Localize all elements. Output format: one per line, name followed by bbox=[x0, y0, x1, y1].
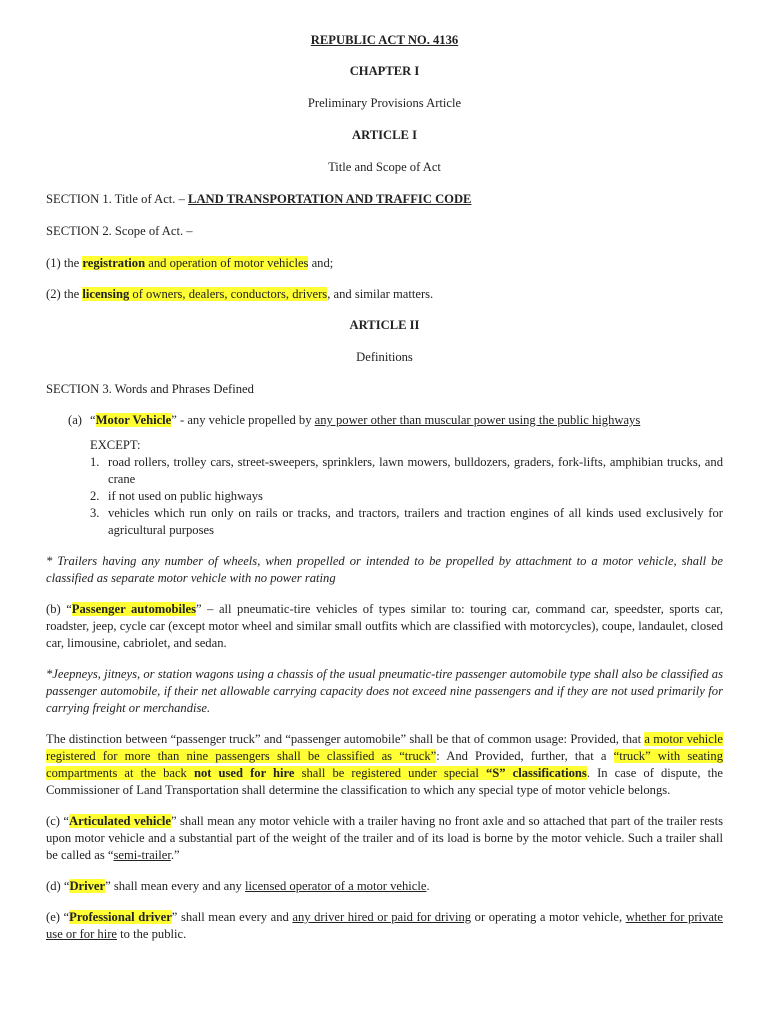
definition-c bbox=[46, 813, 723, 864]
definition-d-prefix: (d) “ bbox=[46, 879, 70, 893]
term-driver: Driver bbox=[69, 879, 106, 893]
scope-2-end: , and similar matters. bbox=[327, 287, 434, 301]
definition-e-underlined-2: whether for private use or for hire bbox=[46, 910, 724, 941]
distinction-highlight-2: “truck” with seating compartments at the back bbox=[46, 749, 723, 780]
distinction-highlight-1: a motor vehicle registered for more than nine passengers shall be classified as “truck” bbox=[46, 732, 723, 763]
term-motor-vehicle: Motor Vehicle bbox=[95, 413, 172, 427]
definition-d-text: ” shall mean every and any bbox=[105, 879, 245, 893]
scope-1-term: registration bbox=[82, 256, 146, 270]
except-list bbox=[46, 437, 723, 539]
definition-a-marker: (a) bbox=[68, 413, 82, 427]
scope-2-prefix: (2) the bbox=[46, 287, 83, 301]
distinction-highlight-3: shall be registered under special bbox=[294, 766, 486, 780]
definition-d-underlined: licensed operator of a motor vehicle bbox=[244, 879, 427, 893]
except-item-2 bbox=[90, 488, 723, 505]
definition-e-prefix: (e) “ bbox=[46, 910, 70, 924]
definition-a-underlined: any power other than muscular power using the public highways bbox=[314, 413, 641, 427]
definition-a bbox=[46, 412, 723, 429]
except-item-1-text: road rollers, trolley cars, street-sweepers, sprinklers, lawn mowers, bulldozers, graders, fork-lifts, amphibian trucks, and crane bbox=[108, 455, 723, 486]
distinction-paragraph bbox=[46, 731, 723, 799]
except-item-3-text: vehicles which run only on rails or tracks, and tractors, trailers and traction engines of all kinds used exclusively for agricultural purposes bbox=[108, 506, 723, 537]
term-articulated-vehicle: Articulated vehicle bbox=[68, 814, 172, 828]
except-item-3-number: 3. bbox=[90, 506, 100, 520]
except-item-1 bbox=[90, 454, 723, 488]
term-semi-trailer: semi-trailer bbox=[113, 848, 171, 862]
term-passenger-automobiles: Passenger automobiles bbox=[71, 602, 197, 616]
act-title: REPUBLIC ACT NO. 4136 bbox=[310, 33, 459, 47]
article-2-subheading: Definitions bbox=[356, 350, 413, 364]
except-item-2-text: if not used on public highways bbox=[108, 489, 263, 503]
definition-e-text: ” shall mean every and bbox=[171, 910, 293, 924]
document-page bbox=[46, 32, 723, 943]
except-item-2-number: 2. bbox=[90, 489, 100, 503]
definition-a-text: ” - any vehicle propelled by bbox=[171, 413, 315, 427]
trailer-note: * Trailers having any number of wheels, when propelled or intended to be propelled by attachment to a motor vehicle, shall be classified as separate motor vehicle with no power rating bbox=[46, 554, 723, 585]
definition-b-text: ” – all pneumatic-tire vehicles of types similar to: touring car, command car, speedster, sports car, roadster, jeep, cycle car (except motor wheel and similar small outfits which are classified with motorcycles), coupe, landaulet, closed car, limousine, cabriolet, and sedan. bbox=[46, 602, 723, 650]
scope-1-text: and operation of motor vehicles bbox=[145, 256, 309, 270]
distinction-s-classifications: “S” classifications bbox=[485, 766, 587, 780]
definition-e-end: to the public. bbox=[117, 927, 187, 941]
scope-2-term: licensing bbox=[82, 287, 130, 301]
definition-e-underlined: any driver hired or paid for driving bbox=[292, 910, 472, 924]
definition-c-prefix: (c) “ bbox=[46, 814, 69, 828]
except-label: EXCEPT: bbox=[90, 438, 141, 452]
except-item-1-number: 1. bbox=[90, 455, 100, 469]
chapter-heading: CHAPTER I bbox=[349, 64, 420, 78]
section-2: SECTION 2. Scope of Act. – bbox=[46, 224, 193, 238]
distinction-not-for-hire: not used for hire bbox=[193, 766, 295, 780]
section-1-prefix: SECTION 1. Title of Act. – bbox=[46, 192, 189, 206]
article-1-heading: ARTICLE I bbox=[352, 128, 417, 142]
code-title: LAND TRANSPORTATION AND TRAFFIC CODE bbox=[188, 192, 472, 206]
scope-item-1 bbox=[46, 255, 723, 272]
definition-a-quote: “ bbox=[90, 413, 96, 427]
section-1 bbox=[46, 191, 723, 208]
scope-2-text: of owners, dealers, conductors, drivers bbox=[129, 287, 328, 301]
except-item-3 bbox=[90, 505, 723, 539]
term-professional-driver: Professional driver bbox=[69, 910, 172, 924]
definition-d bbox=[46, 878, 723, 895]
jeepney-note: *Jeepneys, jitneys, or station wagons using a chassis of the usual pneumatic-tire passenger automobile type shall also be classified as passenger automobile, if their net allowable carrying capacity does not exceed nine passengers and if they are not used primarily for carrying freight or merchandise. bbox=[46, 667, 723, 715]
section-3: SECTION 3. Words and Phrases Defined bbox=[46, 382, 254, 396]
scope-1-end: and; bbox=[308, 256, 334, 270]
definition-b bbox=[46, 601, 723, 652]
definition-e-text-2: or operating a motor vehicle, bbox=[471, 910, 626, 924]
chapter-subheading: Preliminary Provisions Article bbox=[307, 96, 462, 110]
definition-c-text: ” shall mean any motor vehicle with a trailer having no front axle and so attached that part of the trailer rests upon motor vehicle and a substantial part of the weight of the trailer and of its load is borne by the motor vehicle. Such a trailer shall be called as “ bbox=[46, 814, 723, 862]
article-2-heading: ARTICLE II bbox=[349, 318, 420, 332]
definition-d-end: . bbox=[426, 879, 430, 893]
definition-b-prefix: (b) “ bbox=[46, 602, 72, 616]
distinction-text-1: The distinction between “passenger truck” and “passenger automobile” shall be that of common usage: Provided, that bbox=[46, 732, 645, 746]
definition-e bbox=[46, 909, 723, 943]
article-1-subheading: Title and Scope of Act bbox=[328, 160, 441, 174]
scope-item-2 bbox=[46, 286, 723, 303]
scope-1-prefix: (1) the bbox=[46, 256, 83, 270]
distinction-text-2: : And Provided, further, that a bbox=[436, 749, 614, 763]
definition-c-end: .” bbox=[170, 848, 180, 862]
distinction-text-3: . In case of dispute, the Commissioner of Land Transportation shall determine the classification to which any special type of motor vehicle belongs. bbox=[46, 766, 723, 797]
